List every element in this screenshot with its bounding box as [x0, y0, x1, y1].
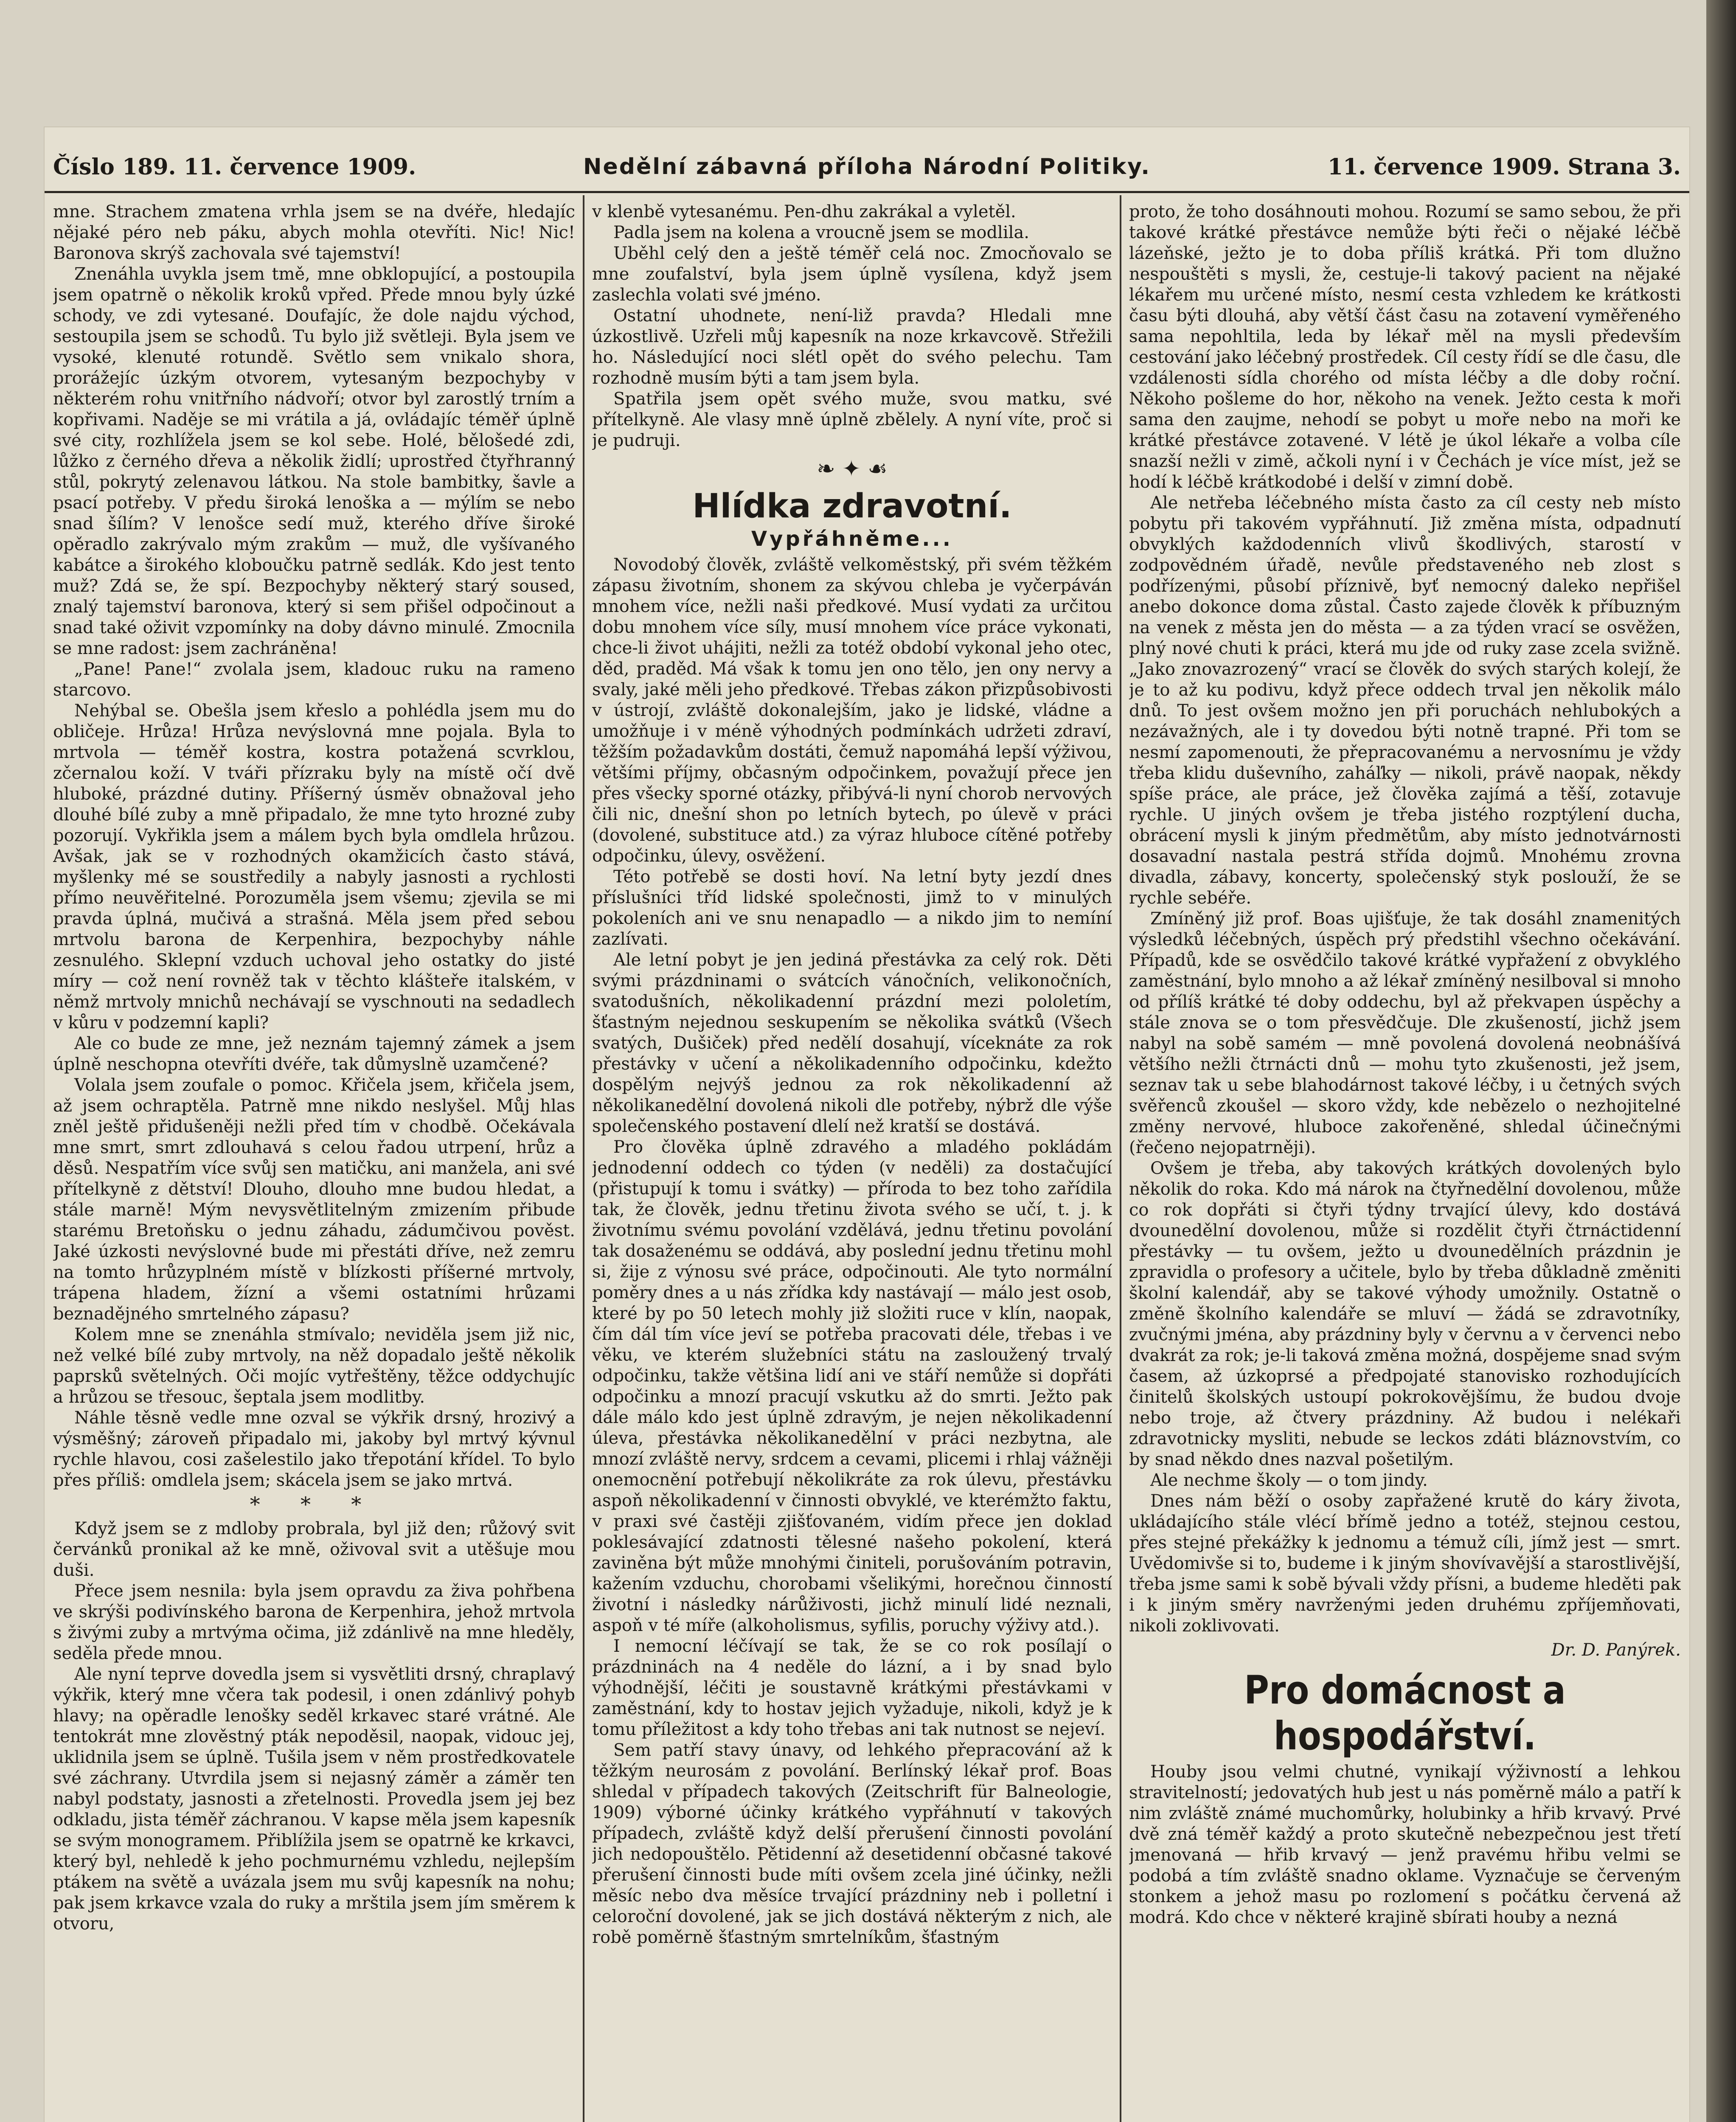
column-story [53, 202, 575, 2122]
paragraph: Přece jsem nesnila: byla jsem opravdu za živa pohřbena ve skrýši podivínského barona de Kerpenhira, jehož mrtvola s živými zuby a mrtvýma očima, již zdánlivě na mne hleděly, seděla přede mnou. [53, 1581, 575, 1663]
paragraph: Náhle těsně vedle mne ozval se výkřik drsný, hrozivý a výsměšný; zároveň připadalo mi, jakoby byl mrtvý kývnul rychle hlavou, cosi zašelestilo jako třepotání křídel. To bylo přes příliš: omdlela jsem; skácela jsem se jako mrtvá. [53, 1408, 575, 1490]
paragraph: „Pane! Pane!“ zvolala jsem, kladouc ruku na rameno starcovo. [53, 660, 575, 700]
header-publication-title: Nedělní zábavná příloha Národní Politiky. [583, 154, 1151, 180]
paragraph: Pro člověka úplně zdravého a mladého pokládám jednodenní oddech co týden (v neděli) za dostačující (přistupují k tomu i svátky) — příroda to bez toho zařídila tak, že člověk, jednu třetinu života svého se učí, t. j. k životnímu svému povolání vzdělává, jednu třetinu povolání tak dosaženému se oddává, aby poslední jednu třetinu mohl si, žije z výnosu své práce, odpočinouti. Ale tyto normální poměry dnes a u nás zřídka kdy nastávají — málo jest osob, které by po 50 letech mohly již složiti ruce v klín, naopak, čím dál tím více jeví se potřeba pracovati déle, třebas i ve věku, ve kterém služebníci státu na zasloužený trvalý odpočinku, takže většina lidí ani ve stáří nemůže si dopřáti odpočinku a mnozí pracují vskutku až do smrti. Ježto pak dále málo kdo jest úplně zdravým, je nejen několikadenní úleva, přestávka několikanedělní v práci nezbytna, ale mnozí zvláště nervy, srdcem a cevami, plicemi i rhlaj vážněji onemocnění potřebují několikráte za rok úlevu, přestávku aspoň několikadenní v činnosti obvyklé, ve kterémžto faktu, v praxi své častěji zjišťovaném, vidím přece jen doklad poklesávající zdatnosti tělesné našeho pokolení, která zaviněna být může mnohými činiteli, porušováním potravin, kažením vzduchu, chorobami všelikými, horečnou činností životní i následky nárůživosti, jichž minulí lidé neznali, aspoň v té míře (alkoholismus, syfilis, poruchy výživy atd.). [592, 1137, 1112, 1635]
paragraph: Uběhl celý den a ještě téměř celá noc. Zmocňovalo se mne zoufalství, byla jsem úplně vysílena, když jsem zaslechla volati své jméno. [592, 244, 1112, 305]
paragraph: Spatřila jsem opět svého muže, svou matku, své přítelkyně. Ale vlasy mně úplně zbělely. A nyní víte, proč si je pudruji. [592, 389, 1112, 450]
author-signature: Dr. D. Panýrek. [1551, 1640, 1681, 1660]
paragraph: Když jsem se z mdloby probrala, byl již den; růžový svit červánků pronikal až ke mně, oživoval svit a utěšuje mou duši. [53, 1519, 575, 1580]
section-break-stars: * * * [250, 1493, 379, 1516]
paragraph: Kolem mne se znenáhla stmívalo; neviděla jsem již nic, než velké bílé zuby mrtvoly, na něž dopadalo ještě několik paprsků světelných. Oči mojíc vytřeštěny, těžce oddychujíc a hrůzou se třesouc, šeptala jsem modlitby. [53, 1325, 575, 1407]
section-title-household: Pro domácnost a hospodářství. [1244, 1667, 1566, 1759]
paragraph: Volala jsem zoufale o pomoc. Křičela jsem, křičela jsem, až jsem ochraptěla. Patrně mne nikdo neslyšel. Můj hlas zněl ještě přidušeněji nežli před tím v chodbě. Očekávala mne smrt, smrt zdlouhavá s celou řadou utrpení, hrůz a děsů. Nespatřím více svůj sen matičku, ani manžela, ani své přítelkyně z dětství! Dlouho, dlouho mne budou hledat, a stále marně! Mým nevysvětlitelným zmizením přibude starému Bretoňsku o jednu záhadu, zádumčivou pověst. Jaké úzkosti nevýslovné bude mi přestáti dříve, než zemru na tomto hrůzyplném místě v blízkosti příšerné mrtvoly, trápena hladem, žízní a všemi ostatními hrůzami beznadějného smrtelného zápasu? [53, 1075, 575, 1324]
page-header [45, 151, 1689, 193]
newspaper-page [45, 127, 1689, 2122]
paragraph: Novodobý člověk, zvláště velkoměstský, při svém těžkém zápasu životním, shonem za skývou chleba je vyčerpáván mnohem více, nežli naši předkové. Musí vydati za určitou dobu mnohem více síly, musí mnohem více práce vykonati, chce-li život uhájiti, nežli za totéž období vykonal jeho otec, děd, praděd. Má však k tomu jen ono tělo, jen ony nervy a svaly, jaké měli jeho předkové. Třebas zákon přizpůsobivosti v ústrojí, zvláště dokonalejším, jako je lidské, vládne a umožňuje i v méně výhodných podmínkách udržeti zdraví, těžším požadavkům dostáti, čemuž napomáhá lepší výživou, většími příjmy, občasným odpočinkem, považují přece jen přes všecky sporné otázky, přibývá-li nyní chorob nervových čili nic, dnešní shon po letních bytech, po úlevě v práci (dovolené, substituce atd.) za výraz hluboce cítěné potřeby odpočinku, úlevy, osvěžení. [592, 555, 1112, 866]
paragraph: Houby jsou velmi chutné, vynikají výživností a lehkou stravitelností; jedovatých hub jest u nás poměrně málo a patří k nim zvláště známé muchomůrky, holubinky a hřib krvavý. Prvé dvě zná téměř každý a proto skutečně nebezpečnou jest třetí jmenovaná — hřib krvavý — jenž pravému hřibu velmi se podobá a tím zvláště snadno oklame. Vyznačuje se červeným stonkem a jehož masu po rozlomení s počátku červená až modrá. Kdo chce v některé krajině sbírati houby a nezná [1129, 1762, 1681, 1927]
column-health [592, 202, 1112, 2122]
paragraph: Ale netřeba léčebného místa často za cíl cesty neb místo pobytu při takovém vypřáhnutí. Již změna místa, odpadnutí obvyklých každodenních vlivů škodlivých, starostí v zodpovědném úřadě, nevůle představeného neb zlost s podřízenými, působí příznivě, byť nemocný daleko nepřišel anebo dokonce doma zůstal. Často zajede člověk k příbuzným na venek z města jen do města — a za týden vrací se osvěžen, plný nové chuti k práci, která mu jde od ruky zase zcela svižně. „Jako znovazrozený“ vrací se člověk do svých starých kolejí, že je to až ku podivu, když přece oddech trval jen několik málo dnů. To jest ovšem možno jen při poruchách nehlubokých a nezávažných, ale i ty dovedou býti notně trapné. Při tom se nesmí zapomenouti, že přepracovanému a nervosnímu je vždy třeba klidu duševního, zaháľky — nikoli, právě naopak, někdy spíše práce, ale práce, jež člověka zajímá a těší, zotavuje rychle. U jiných ovšem je třeba jistého rozptýlení ducha, obrácení mysli k jiným předmětům, aby místo jednotvárnosti dosavadní nastala pestrá střída dojmů. Mnohému zrovna divadla, zábavy, koncerty, společenský styk poslouží, že se rychle sebéře. [1129, 493, 1681, 908]
page-edge-shadow [1706, 0, 1736, 2122]
paragraph: Ale nechme školy — o tom jindy. [1150, 1471, 1428, 1490]
paragraph: Dnes nám běží o osoby zapřažené krutě do káry života, ukládajícího stále vlécí břímě jedno a totéž, stejnou cestou, přes stejné překážky k jednomu a témuž cíli, jímž jest — smrt. Uvědomivše si to, budeme i k jiným shovívavější a starostlivější, třeba jsme sami k sobě bývali vždy přísni, a budeme hleděti pak i k jiným směry navrženými jeden druhému zpříjemňovati, nikoli zoklivovati. [1129, 1491, 1681, 1636]
paragraph: Ovšem je třeba, aby takových krátkých dovolených bylo několik do roka. Kdo má nárok na čtyřnedělní dovolenou, může co rok dopřáti si čtyři týdny trvající úlevy, kdo dostává dvounedělní dovolenou, může si rozdělit čtyři čtrnáctidenní přestávky — tu ovšem, ježto u dvounedělních prázdnin je zpravidla o profesory a učitele, bylo by třeba důkladně změniti školní kalendář, aby se takové výhody umožnily. Ostatně o změně školního kalendáře se mluví — žádá se zdravotníky, zvučnými jména, aby prázdniny byly v červnu a v červenci nebo dvakrát za rok; je-li taková změna možná, dospějeme snad svým časem, až úzkoprsé a předpojaté stanovisko rozhodujících činitelů školských ustoupí pokrokovějšímu, že budou dvoje nebo troje, až čtvery prázdniny. Až budou i nelékaři zdravotnicky mysliti, nebude se leckos zdáti bláznovstvím, co by snad někdo dnes nazval pošetilým. [1129, 1159, 1681, 1469]
section-title-health: Hlídka zdravotní. [692, 487, 1012, 525]
paragraph: v klenbě vytesanému. Pen-dhu zakrákal a vyletěl. [592, 202, 1016, 222]
ornament-divider: ❧ ✦ ☙ [817, 456, 888, 482]
column-household [1129, 202, 1681, 2122]
paragraph: Padla jsem na kolena a vroucně jsem se modlila. [613, 223, 1029, 242]
paragraph: Zmíněný již prof. Boas ujišťuje, že tak dosáhl znamenitých výsledků léčebných, úspěch prý předstihl všechno očekávání. Případů, kde se osvědčilo takové krátké vypřažení z obvyklého zaměstnání, bylo mnoho a až lékař zmíněný nesilboval si mnoho od přílíš krátké té doby oddechu, byl až překvapen úspěchy a stále znova se o tom přesvědčuje. Dle zkušeností, jichž jsem nabyl na sobě samém — mně povolená dovolená neobnášívá většího nežli čtrnácti dnů — mohu tyto zkušenosti, jež jsem, seznav tak u sebe blahodárnost takové léčby, i u četných svých svěřenců zkoušel — skoro vždy, kde nebězelo o nezhojitelné změny nervové, hluboce zakořeněné, shledal účinečnými (řečeno nejopatrněji). [1129, 909, 1681, 1157]
paragraph: Ale letní pobyt je jen jediná přestávka za celý rok. Děti svými prázdninami o svátcích vánočních, velikonočních, svatodušních, několikadenní prázdní mezi pololetím, šťastným nejednou seskupením se několika svátků (Všech svatých, Dušiček) před nedělí dosahují, víceknáte za rok přestávky v učení a několikadenního odpočinku, kdežto dospělým nejvýš jednou za rok několikadenní až několikanedělní dovolená nikoli dle potřeby, nýbrž dle výše společenského postavení dlelí než kratší se dostává. [592, 950, 1112, 1136]
paragraph: Této potřebě se dosti hoví. Na letní byty jezdí dnes příslušníci tříd lidské společnosti, jimž to v minulých pokoleních ani ve snu nenapadlo — a nikdo jim to nemíní zazlívati. [592, 867, 1112, 949]
header-page-number: 11. července 1909. Strana 3. [1327, 154, 1681, 180]
paragraph: Sem patří stavy únavy, od lehkého přepracování až k těžkým neurosám z povolání. Berlínský lékař prof. Boas shledal v případech takových (Zeitschrift für Balneologie, 1909) výborné účinky krátkého vypřáhnutí v takových případech, zvláště když delší přerušení činnosti povolání jich nedopouštělo. Pětidenní až desetidenní občasné takové přerušení činnosti bude míti ovšem zcela jiné účinky, nežli měsíc nebo dva měsíce trvající prázdniny neb i polletní i celoroční dovolené, jak se jich dostává některým z nich, ale robě poměrně šťastným smrtelníkům, šťastným [592, 1740, 1112, 1947]
paragraph: Ale nyní teprve dovedla jsem si vysvětliti drsný, chraplavý výkřik, který mne včera tak podesil, i onen zdánlivý pohyb hlavy; na opěradle lenošky seděl krkavec staré vrátné. Ale tentokrát mne zlověstný pták nepoděsil, naopak, vidouc jej, uklidnila jsem se úplně. Tušila jsem v něm prostředkovatele své záchrany. Utvrdila jsem si nejasný záměr a záměr ten nabyl podstaty, jasnosti a zřetelnosti. Provedla jsem jej bez odkladu, jista téměř záchranou. V kapse měla jsem kapesník se svým monogramem. Přiblížila jsem se opatrně ke krkavci, který byl, nehledě k jeho pochmurnému vzhledu, nejlepším ptákem na světě a uvázala jsem mu svůj kapesník na nohu; pak jsem krkavce vzala do ruky a mrštila jsem jím směrem k otvoru, [53, 1664, 575, 1934]
paragraph: I nemocní léčívají se tak, že se co rok posílají o prázdninách na 4 neděle do lázní, a i by snad bylo výhodnější, léčiti je soustavně krátkými přestávkami v zaměstnání, kdy to hostav jejich vyžaduje, nikoli, když je k tomu příležitost a kdy toho třebas ani tak nutnost se nejeví. [592, 1636, 1112, 1739]
article-title: Vypřáhněme... [751, 527, 953, 551]
column-rule [583, 195, 584, 2122]
paragraph: Nehýbal se. Obešla jsem křeslo a pohlédla jsem mu do obličeje. Hrůza! Hrůza nevýslovná mne pojala. Byla to mrtvola — téměř kostra, kostra potažená scvrklou, zčernalou koží. V tváři přízraku byly na místě očí dvě hluboké, prázdné dutiny. Příšerný úsměv obnažoval jeho dlouhé bílé zuby a mně připadalo, že mne tyto hrozné zuby pozorují. Vykřikla jsem a málem bych byla omdlela hrůzou. Avšak, jak se v rozhodných okamžicích často stává, myšlenky mé se soustředily a nabyly jasnosti a rychlosti přímo neuvěřitelné. Porozuměla jsem všemu; zjevila se mi pravda úplná, mučivá a strašná. Měla jsem před sebou mrtvolu barona de Kerpenhira, bezpochyby náhle zesnulého. Sklepní vzduch uchoval jeho ostatky do jisté míry — což není rovněž tak v těchto klášteře italském, v němž mrtvoly mnichů nechávají se vyschnouti na sedadlech v kůru v podzemní kapli? [53, 701, 575, 1033]
paragraph: Znenáhla uvykla jsem tmě, mne obklopující, a postoupila jsem opatrně o několik kroků vpřed. Přede mnou byly úzké schody, ve zdi vytesané. Doufajíc, že dole najdu východ, sestoupila jsem se schodů. Tu bylo již světleji. Byla jsem ve vysoké, klenuté rotundě. Světlo sem vnikalo shora, prorážejíc úzkým otvorem, vytesaným bezpochyby v některém rohu vnitřního nádvoří; otvor byl zarostlý trním a kopřivami. Naděje se mi vrátila a já, ovládajíc téměř úplně své city, rozhlížela jsem se kol sebe. Holé, bělošedé zdi, lůžko z černého dřeva a několik židlí; uprostřed čtyřhranný stůl, pokrytý zelenavou látkou. Na stole bambitky, šavle a psací potřeby. V předu široká lenoška a — mýlím se nebo snad šílím? V lenošce sedí muž, kterého dříve široké opěradlo zakrývalo mým zrakům — muž, dle vyšívaného kabátce a širokého kloboučku patrně sedlák. Kdo jest tento muž? Zdá se, že spí. Bezpochyby některý starý soused, znalý tajemství baronova, který si sem přišel odpočinout a snad také oživit vzpomínky na doby dávno minulé. Zmocnila se mne radost: jsem zachráněna! [53, 264, 575, 658]
header-issue-date: Číslo 189. 11. července 1909. [53, 154, 416, 180]
paragraph: Ostatní uhodnete, není-liž pravda? Hledali mne úzkostlivě. Uzřeli můj kapesník na noze krkavcově. Střežili ho. Následující noci slétl opět do svého pelechu. Tam rozhodně musím býti a tam jsem byla. [592, 306, 1112, 388]
paragraph: proto, že toho dosáhnouti mohou. Rozumí se samo sebou, že při takové krátké přestávce nemůže býti řeči o nějaké léčbě lázeňské, ježto je to doba příliš krátká. Při tom dlužno nespouštěti s mysli, že, cestuje-li takový pacient na nějaké lékařem mu určené místo, nesmí cesta vzhledem ke krátkosti času býti dlouhá, aby větší část času na zotavení vyměřeného sama nepohltila, leda by lékař měl na mysli především cestování jako léčebný prostředek. Cíl cesty řídí se dle času, dle vzdálenosti sídla chorého od místa léčby a dle doby roční. Někoho pošleme do hor, někoho na venek. Ježto cesta k moři sama den zaujme, nehodí se pobyt u moře nebo na moři ke krátké přestávce zotavené. V létě je úkol lékaře a volba cíle snazší nežli v zimě, ačkoli nyní i v Čechách je více míst, jež se hodí k léčbě krátkodobé i delší v zimní době. [1129, 202, 1681, 492]
paragraph: Ale co bude ze mne, jež neznám tajemný zámek a jsem úplně neschopna otevříti dvéře, tak důmyslně uzamčené? [53, 1034, 575, 1074]
paragraph: mne. Strachem zmatena vrhla jsem se na dvéře, hledajíc nějaké péro neb páku, abych mohla otevříti. Nic! Nic! Baronova skrýš zachovala své tajemství! [53, 202, 575, 263]
column-rule [1120, 195, 1121, 2122]
